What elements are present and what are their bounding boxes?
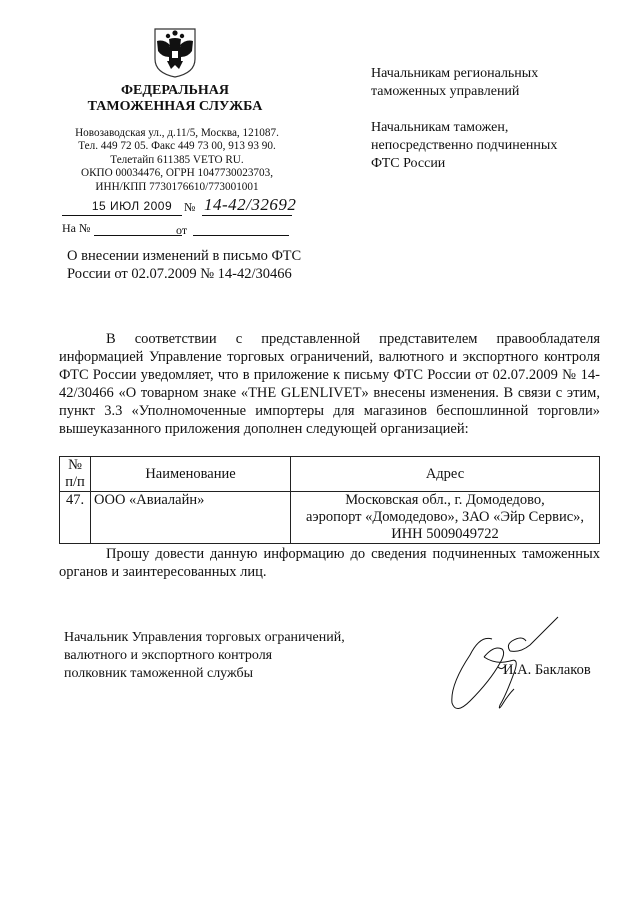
letter-subject — [67, 247, 337, 283]
addressee-line: Начальникам региональных — [371, 66, 539, 81]
addressee-line: Начальникам таможен, — [371, 120, 509, 135]
table-header-row — [60, 457, 600, 492]
header-number — [60, 457, 91, 492]
signatory-title — [64, 629, 384, 683]
registration-number: 14-42/32692 — [204, 195, 297, 214]
table-row — [60, 492, 600, 544]
subject-line2: России от 02.07.2009 № 14-42/30466 — [67, 266, 292, 282]
header-name: Наименование — [91, 457, 291, 492]
title-line: валютного и экспортного контроля — [64, 648, 273, 663]
inn-line: ИНН/КПП 7730176610/773001001 — [95, 180, 259, 193]
org-name-line2: ТАМОЖЕННАЯ СЛУЖБА — [87, 99, 263, 114]
registration-date-stamp: 15 ИЮЛ 2009 — [91, 199, 173, 213]
addressee-line: таможенных управлений — [371, 84, 520, 99]
addressee-line: непосредственно подчиненных — [371, 138, 558, 153]
signer-name: И.А. Баклаков — [503, 662, 591, 678]
addressee-line: ФТС России — [371, 156, 446, 171]
reference-number-blank — [94, 235, 182, 236]
cell-name: ООО «Авиалайн» — [91, 492, 291, 544]
header-address: Адрес — [291, 457, 600, 492]
number-label: № — [184, 200, 196, 214]
phone-line: Тел. 449 72 05. Факс 449 73 00, 913 93 90. — [78, 140, 276, 153]
header-number-line1: № — [68, 457, 82, 473]
address-line: Новозаводская ул., д.11/5, Москва, 121087. — [75, 127, 279, 139]
addressee-customs-heads — [371, 119, 601, 173]
org-name-line1: ФЕДЕРАЛЬНАЯ — [120, 83, 229, 98]
reference-number-label: На № — [62, 221, 91, 235]
reference-from-label: от — [176, 223, 188, 237]
address-line: ИНН 5009049722 — [391, 526, 499, 542]
russian-coat-of-arms-icon — [152, 27, 198, 79]
address-line: аэропорт «Домодедово», ЗАО «Эйр Сервис», — [305, 509, 585, 525]
addressee-regional-directorates — [371, 65, 601, 101]
title-line: Начальник Управления торговых ограничений, — [64, 630, 345, 645]
title-line: полковник таможенной службы — [64, 666, 254, 681]
header-number-line2: п/п — [65, 474, 85, 490]
number-underline — [202, 215, 292, 216]
reference-line — [62, 221, 302, 241]
cell-number: 47. — [60, 492, 91, 544]
subject-line1: О внесении изменений в письмо ФТС — [67, 248, 302, 264]
registration-line — [62, 197, 352, 219]
organization-name — [70, 83, 280, 115]
cell-address — [291, 492, 600, 544]
address-line: Московская обл., г. Домодедово, — [345, 492, 545, 508]
okpo-line: ОКПО 00034476, ОГРН 1047730023703, — [80, 167, 273, 180]
body-paragraph-2: Прошу довести данную информацию до сведения подчиненных таможенных органов и заинтересованных лиц. — [59, 546, 600, 580]
organization-address — [62, 127, 292, 194]
body-paragraph-1: В соответствии с представленной представителем правообладателя информацией Управление торговых ограничений, валютного и экспортного контроля ФТС России уведомляет, что в приложение к письму ФТС России от 02.07.2009 № 14-42/30466 «О товарном знаке «THE GLENLIVET» внесены изменения. В связи с этим, пункт 3.3 «Уполномоченные импортеры для магазинов беспошлинной торговли» вышеуказанного приложения дополнен следующей организацией: — [59, 331, 600, 437]
date-underline — [62, 215, 182, 216]
reference-date-blank — [193, 235, 289, 236]
organizations-table — [59, 456, 600, 544]
teletype-line: Телетайп 611385 VETO RU. — [110, 153, 244, 166]
